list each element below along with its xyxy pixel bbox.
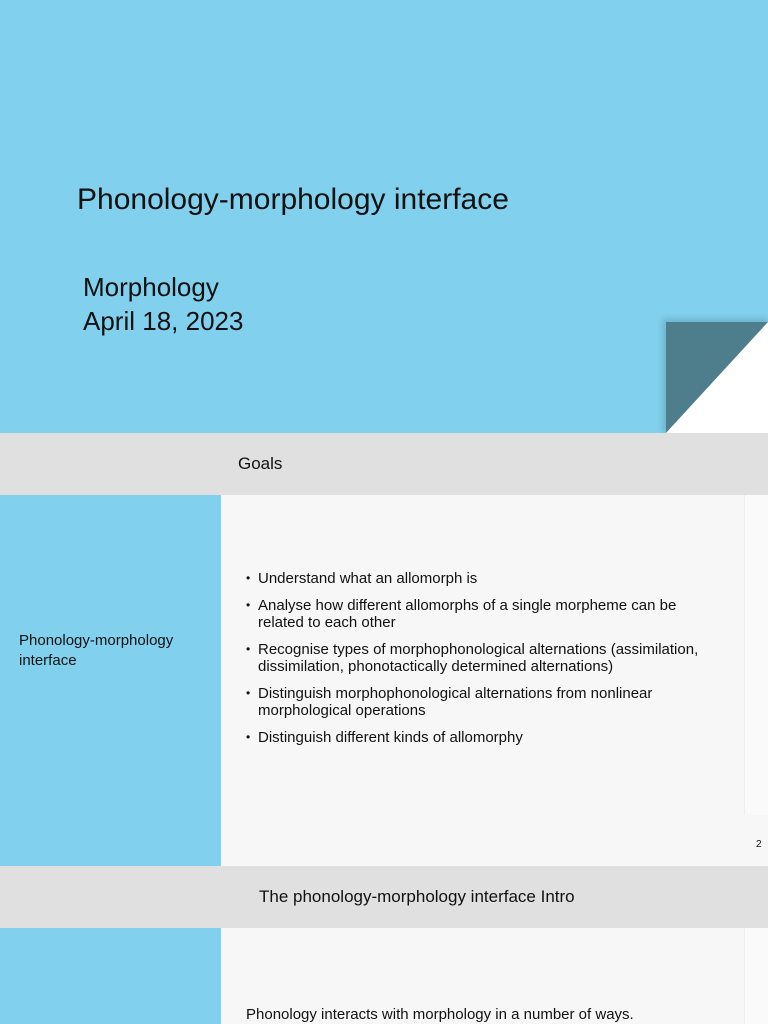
bullet-icon: • <box>246 686 251 700</box>
slide-3-heading-band <box>0 866 768 928</box>
page-number: 2 <box>756 839 762 850</box>
slide-2-heading-band <box>0 433 768 495</box>
side-panel <box>0 928 221 1024</box>
title-slide <box>0 0 768 433</box>
bullet-icon: • <box>246 730 251 744</box>
corner-triangle-decoration <box>666 322 768 433</box>
list-item: • Distinguish different kinds of allomorphy <box>246 729 523 746</box>
side-panel-label: Phonology-morphology interface <box>19 632 174 669</box>
bullet-icon: • <box>246 598 251 612</box>
intro-slide <box>0 928 768 1024</box>
bullet-icon: • <box>246 642 251 656</box>
list-item: • Analyse how different allomorphs of a single morpheme can be related to each other <box>246 597 677 631</box>
list-item: • Recognise types of morphophonological alternations (assimilation, dissimilation, phonotactically determined alternations) <box>246 641 699 675</box>
list-item: • Understand what an allomorph is <box>246 570 478 587</box>
goals-list <box>246 570 716 756</box>
slide-2-heading: Goals <box>238 454 283 473</box>
next-page-edge <box>744 928 768 1024</box>
subtitle-date: April 18, 2023 <box>83 306 244 336</box>
list-item: • Distinguish morphophonological alternations from nonlinear morphological operations <box>246 685 653 719</box>
presentation-title: Phonology-morphology interface <box>77 183 509 216</box>
presentation-subtitle <box>83 270 243 338</box>
goals-slide <box>0 495 768 866</box>
bullet-icon: • <box>246 571 251 585</box>
intro-body-text: Phonology interacts with morphology in a number of ways. <box>246 1006 634 1023</box>
slide-3-heading: The phonology-morphology interface Intro <box>259 887 575 906</box>
subtitle-course: Morphology <box>83 272 219 302</box>
side-panel <box>0 495 221 866</box>
next-page-edge <box>744 495 768 815</box>
